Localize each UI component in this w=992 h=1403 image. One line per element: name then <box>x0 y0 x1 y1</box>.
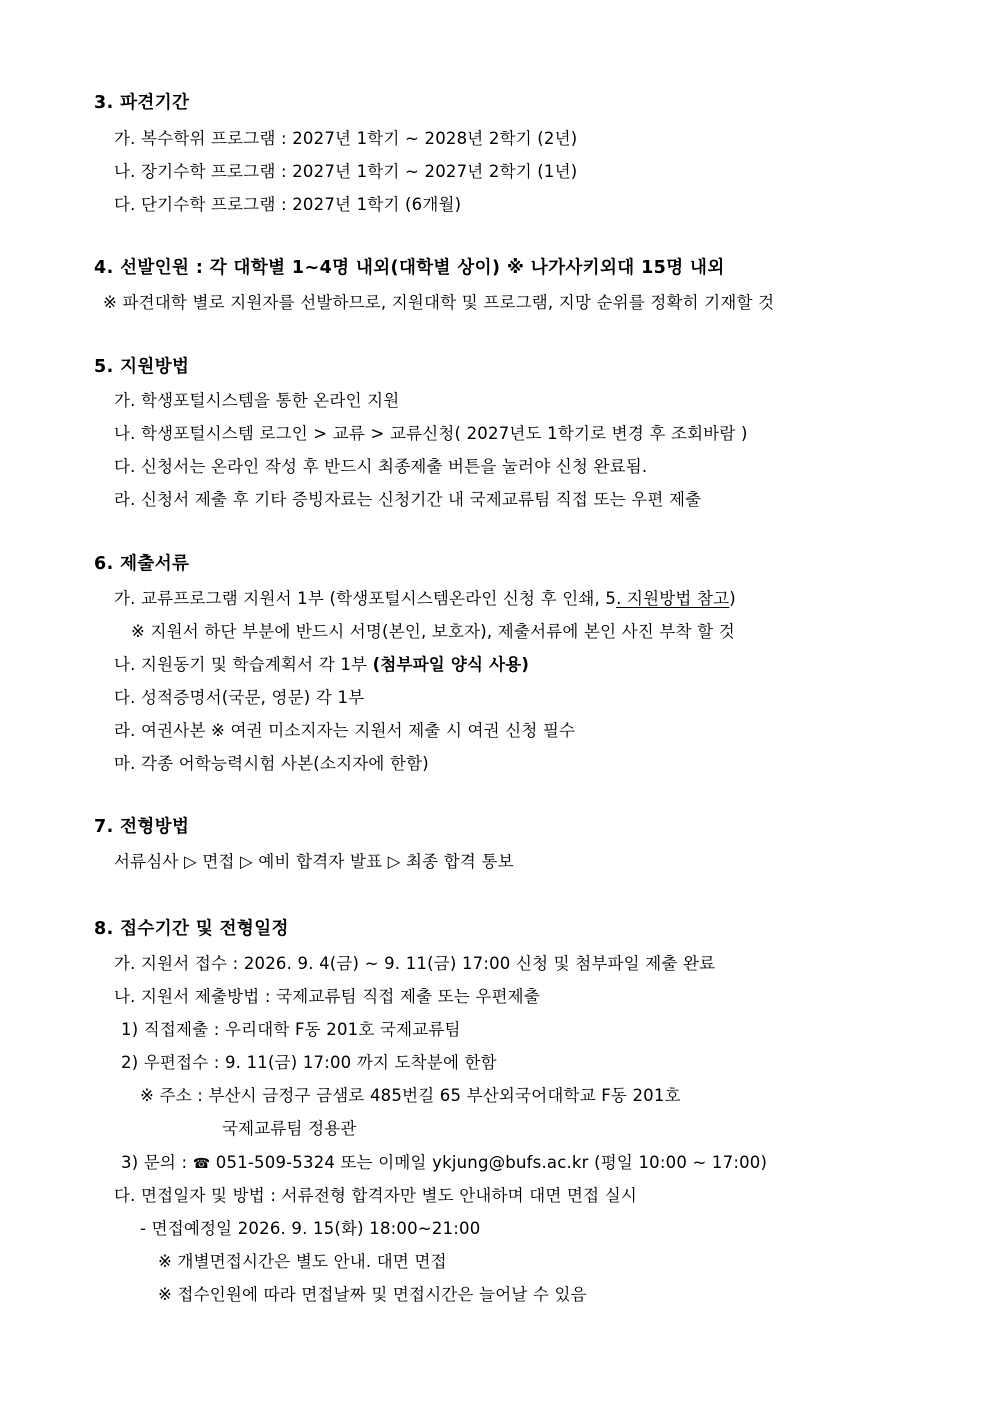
section-6-item-a <box>114 588 736 610</box>
section-6-item-a-close: ) <box>729 589 736 608</box>
section-4-note: ※ 파견대학 별로 지원자를 선발하므로, 지원대학 및 프로그램, 지망 순위를 정확히 기재할 것 <box>103 293 775 312</box>
section-8-heading: 8. 접수기간 및 전형일정 <box>94 919 289 939</box>
section-8-item-a: 가. 지원서 접수 : 2026. 9. 4(금) ~ 9. 11(금) 17:00 신청 및 첨부파일 제출 완료 <box>114 954 716 973</box>
section-5-item-c: 다. 신청서는 온라인 작성 후 반드시 최종제출 버튼을 눌러야 신청 완료됨. <box>114 457 648 476</box>
section-3-item-a: 가. 복수학위 프로그램 : 2027년 1학기 ~ 2028년 2학기 (2년) <box>114 129 578 148</box>
section-5-item-b: 나. 학생포털시스템 로그인 > 교류 > 교류신청( 2027년도 1학기로 변경 후 조회바람 ) <box>114 424 748 443</box>
section-8-sub-3 <box>121 1152 767 1175</box>
section-5-item-a: 가. 학생포털시스템을 통한 온라인 지원 <box>114 391 400 410</box>
section-4-heading: 4. 선발인원 : 각 대학별 1~4명 내외(대학별 상이) ※ 나가사키외대 15명 내외 <box>94 258 725 278</box>
section-5-heading: 5. 지원방법 <box>94 357 190 377</box>
section-6-item-a-note: ※ 지원서 하단 부분에 반드시 서명(본인, 보호자), 제출서류에 본인 사진 부착 할 것 <box>131 622 735 641</box>
section-6-item-c: 다. 성적증명서(국문, 영문) 각 1부 <box>114 688 365 707</box>
section-6-item-b-text: 나. 지원동기 및 학습계획서 각 1부 <box>114 655 373 674</box>
section-8-sub-2: 2) 우편접수 : 9. 11(금) 17:00 까지 도착분에 한함 <box>121 1053 497 1072</box>
section-8-sub-3-contact: 051-509-5324 또는 이메일 ykjung@bufs.ac.kr (평일 10:00 ~ 17:00) <box>210 1153 768 1172</box>
section-8-sub-1: 1) 직접제출 : 우리대학 F동 201호 국제교류팀 <box>121 1020 461 1039</box>
section-6-item-e: 마. 각종 어학능력시험 사본(소지자에 한함) <box>114 754 429 773</box>
section-6-item-b-bold: (첨부파일 양식 사용) <box>372 655 530 674</box>
section-6-reference-link: . 지원방법 참고 <box>616 589 730 608</box>
phone-icon: ☎ <box>192 1156 211 1172</box>
section-8-note-2: ※ 접수인원에 따라 면접날짜 및 면접시간은 늘어날 수 있음 <box>158 1285 587 1304</box>
section-8-address-2: 국제교류팀 정용관 <box>222 1119 357 1138</box>
section-3-heading: 3. 파견기간 <box>94 93 190 113</box>
section-3-item-b: 나. 장기수학 프로그램 : 2027년 1학기 ~ 2027년 2학기 (1년) <box>114 162 578 181</box>
section-8-address-1: ※ 주소 : 부산시 금정구 금샘로 485번길 65 부산외국어대학교 F동 201호 <box>140 1086 681 1105</box>
section-8-item-b: 나. 지원서 제출방법 : 국제교류팀 직접 제출 또는 우편제출 <box>114 987 540 1006</box>
section-6-heading: 6. 제출서류 <box>94 554 190 574</box>
section-8-interview-date: - 면접예정일 2026. 9. 15(화) 18:00~21:00 <box>140 1219 481 1238</box>
section-8-sub-3-label: 3) 문의 : <box>121 1153 193 1172</box>
section-8-note-1: ※ 개별면접시간은 별도 안내. 대면 면접 <box>158 1252 447 1271</box>
section-7-heading: 7. 전형방법 <box>94 817 190 837</box>
section-6-item-d: 라. 여권사본 ※ 여권 미소지자는 지원서 제출 시 여권 신청 필수 <box>114 721 576 740</box>
section-6-item-b <box>114 654 529 676</box>
section-3-item-c: 다. 단기수학 프로그램 : 2027년 1학기 (6개월) <box>114 195 462 214</box>
section-6-item-a-text: 가. 교류프로그램 지원서 1부 (학생포털시스템온라인 신청 후 인쇄, 5 <box>114 589 617 608</box>
section-5-item-d: 라. 신청서 제출 후 기타 증빙자료는 신청기간 내 국제교류팀 직접 또는 우편 제출 <box>114 490 702 509</box>
section-7-flow: 서류심사 ▷ 면접 ▷ 예비 합격자 발표 ▷ 최종 합격 통보 <box>114 852 514 871</box>
section-8-item-c: 다. 면접일자 및 방법 : 서류전형 합격자만 별도 안내하며 대면 면접 실시 <box>114 1186 637 1205</box>
